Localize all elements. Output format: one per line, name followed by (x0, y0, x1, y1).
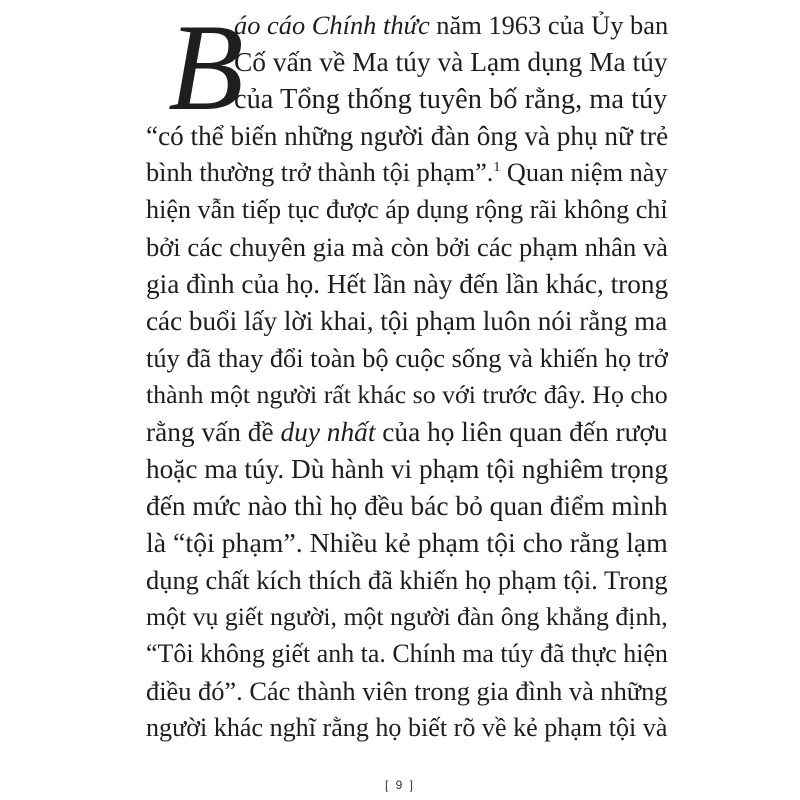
text-line-2: Cố vấn về Ma túy và Lạm dụng Ma túy (234, 47, 668, 77)
text-line-20: người khác nghĩ rằng họ biết rõ về kẻ phạm tội và (146, 713, 668, 742)
text-line-16: dụng chất kích thích đã khiến họ phạm tội. Trong (146, 565, 668, 595)
text-line-15: là “tội phạm”. Nhiều kẻ phạm tội cho rằng lạm (146, 528, 668, 559)
text-span: năm 1963 của Ủy ban (429, 10, 669, 40)
text-line-10: túy đã thay đổi toàn bộ cuộc sống và khiến họ trở (146, 343, 668, 373)
text-line-13: hoặc ma túy. Dù hành vi phạm tội nghiêm trọng (146, 454, 668, 484)
footnote-marker: 1 (493, 160, 501, 175)
text-line-5 (146, 160, 668, 186)
drop-cap: B (168, 0, 244, 136)
text-line-9: các buổi lấy lời khai, tội phạm luôn nói rằng ma (146, 306, 668, 336)
text-line-14: đến mức nào thì họ đều bác bỏ quan điểm mình (146, 491, 668, 521)
italic-title: áo cáo Chính thức (234, 10, 430, 40)
italic-emphasis: duy nhất (280, 417, 376, 447)
text-line-3: của Tổng thống tuyên bố rằng, ma túy (234, 84, 668, 115)
page-number: [ 9 ] (384, 778, 415, 792)
text-line-11: thành một người rất khác so với trước đây. Họ cho (146, 380, 668, 409)
text-line-18: “Tôi không giết anh ta. Chính ma túy đã thực hiện (146, 639, 668, 668)
text-line-19: điều đó”. Các thành viên trong gia đình và những (146, 676, 668, 706)
text-line-12 (146, 419, 668, 446)
text-span: của họ liên quan đến rượu (375, 417, 668, 447)
text-line-8: gia đình của họ. Hết lần này đến lần khác, trong (146, 269, 669, 299)
text-line-6: hiện vẫn tiếp tục được áp dụng rộng rãi không chỉ (146, 195, 668, 224)
text-line-7: bởi các chuyên gia mà còn bởi các phạm nhân và (146, 232, 668, 262)
text-line-1 (234, 12, 668, 38)
text-line-17: một vụ giết người, một người đàn ông khẳng định, (146, 602, 668, 631)
text-line-4: “có thể biến những người đàn ông và phụ nữ trẻ (146, 121, 669, 151)
text-span: rằng vấn đề (146, 417, 281, 447)
text-span: bình thường trở thành tội phạm”. (146, 158, 494, 187)
text-span: Quan niệm này (500, 158, 668, 187)
